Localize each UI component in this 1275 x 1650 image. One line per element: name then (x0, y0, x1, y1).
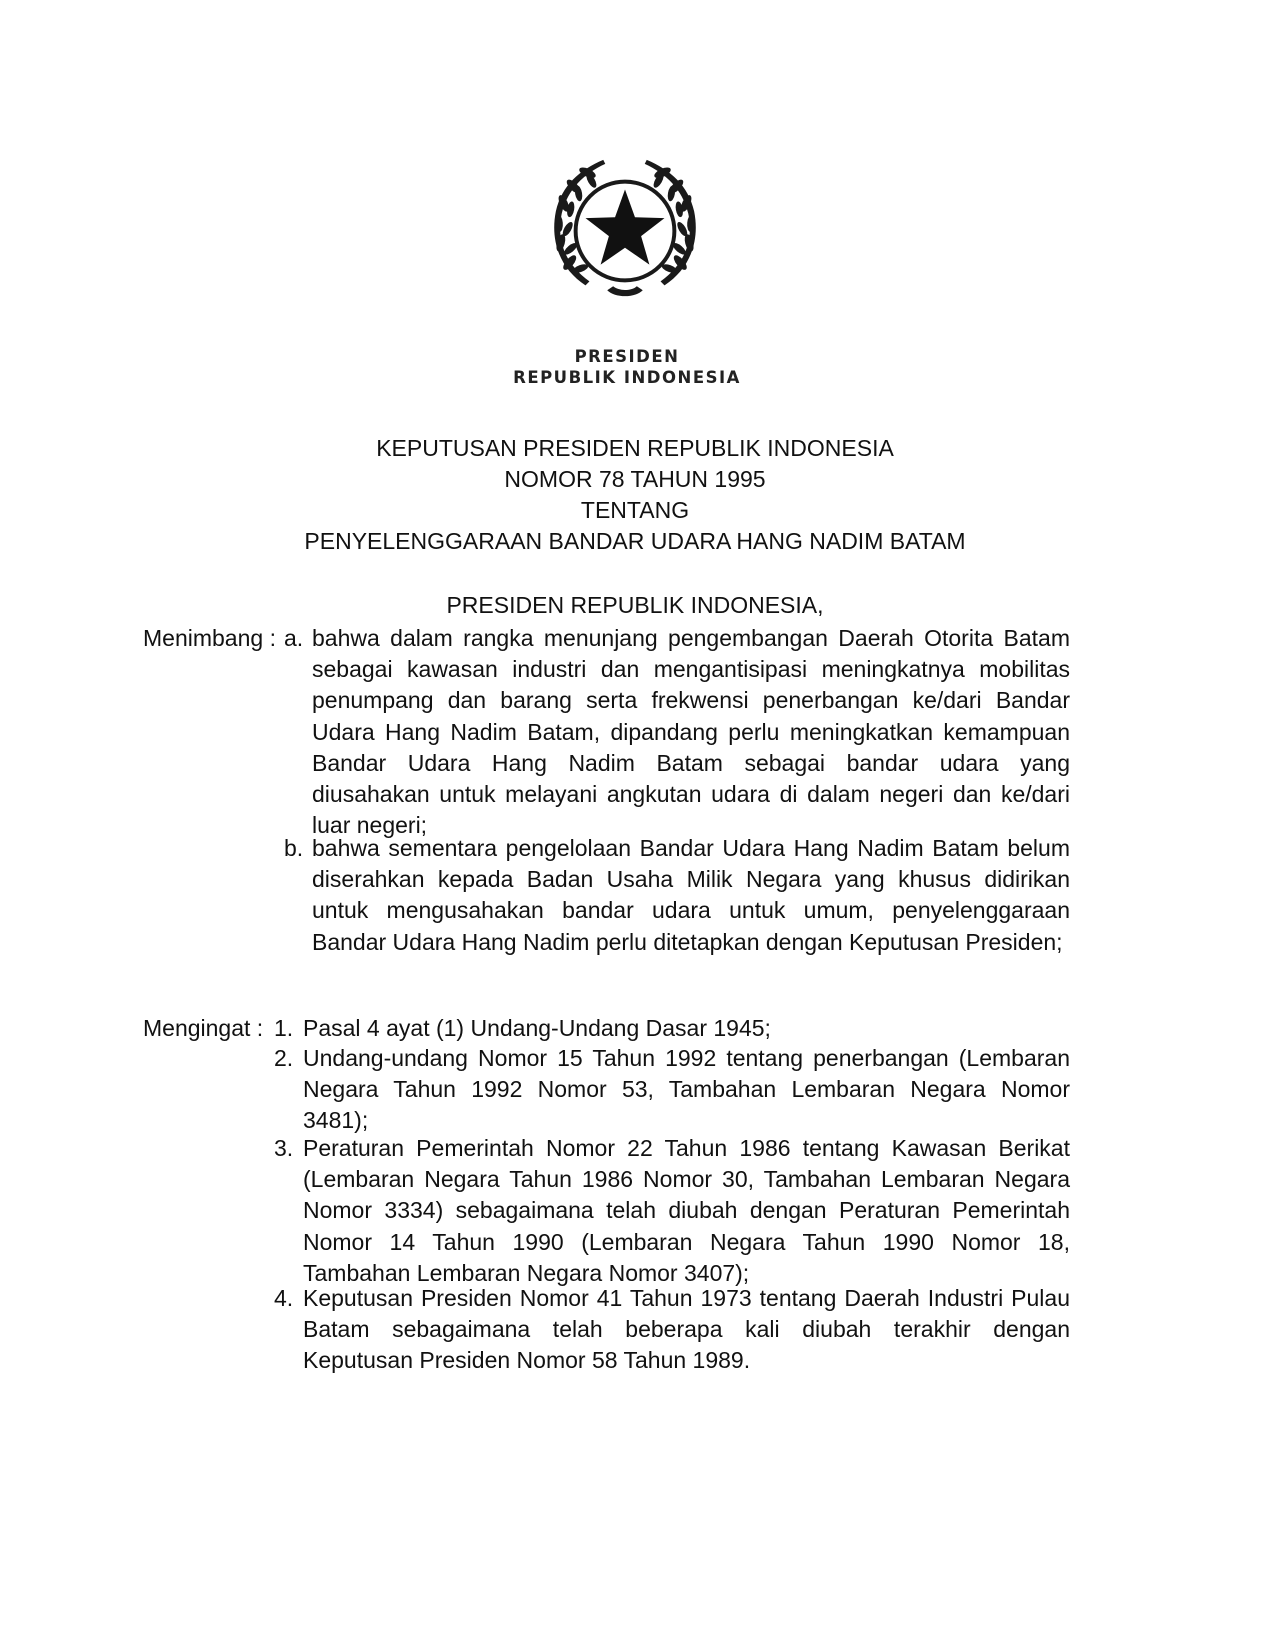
letterhead-line-1: PRESIDEN (574, 347, 680, 366)
menimbang-item-text: bahwa sementara pengelolaan Bandar Udara Hang Nadim Batam belum diserahkan kepada Badan Usaha Milik Negara yang khusus didirikan untuk mengusahakan bandar udara untuk umum, penyelenggaraan Bandar Udara Hang Nadim perlu ditetapkan dengan Keputusan Presiden; (312, 835, 1070, 955)
mengingat-item-marker: 4. (274, 1285, 294, 1311)
menimbang-item (284, 833, 1070, 958)
presidential-seal-icon (546, 152, 704, 310)
mengingat-item (274, 1013, 1070, 1044)
menimbang-label: Menimbang : (143, 625, 276, 651)
mengingat-item-text: Undang-undang Nomor 15 Tahun 1992 tentang penerbangan (Lembaran Negara Tahun 1992 Nomor 53, Tambahan Lembaran Negara Nomor 3481); (303, 1045, 1070, 1134)
mengingat-item-text: Pasal 4 ayat (1) Undang-Undang Dasar 1945; (303, 1015, 771, 1041)
mengingat-label: Mengingat : (143, 1015, 264, 1041)
seal-star (586, 190, 665, 265)
mengingat-item-marker: 3. (274, 1135, 294, 1161)
menimbang-item-text: bahwa dalam rangka menunjang pengembangan Daerah Otorita Batam sebagai kawasan industri dan mengantisipasi meningkatnya mobilitas penumpang dan barang serta frekwensi penerbangan ke/dari Bandar Udara Hang Nadim Batam, dipandang perlu meningkatkan kemampuan Bandar Udara Hang Nadim Batam sebagai bandar udara yang diusahakan untuk melayani angkutan udara di dalam negeri dan ke/dari luar negeri; (312, 625, 1070, 839)
menimbang-item-marker: a. (284, 625, 304, 651)
title-line-4: PENYELENGGARAAN BANDAR UDARA HANG NADIM BATAM (304, 528, 966, 554)
title-line-2: NOMOR 78 TAHUN 1995 (504, 466, 766, 492)
mengingat-item-marker: 2. (274, 1045, 294, 1071)
letterhead-institution (437, 346, 817, 388)
menimbang-item-marker: b. (284, 835, 304, 861)
title-line-1: KEPUTUSAN PRESIDEN REPUBLIK INDONESIA (376, 435, 894, 461)
mengingat-item-text: Peraturan Pemerintah Nomor 22 Tahun 1986 tentang Kawasan Berikat (Lembaran Negara Tahun 1986 Nomor 30, Tambahan Lembaran Negara Nomor 3334) sebagaimana telah diubah dengan Peraturan Pemerintah Nomor 14 Tahun 1990 (Lembaran Negara Tahun 1990 Nomor 18, Tambahan Lembaran Negara Nomor 3407); (303, 1135, 1070, 1286)
mengingat-item (274, 1043, 1070, 1137)
mengingat-item (274, 1283, 1070, 1377)
mengingat-item-text: Keputusan Presiden Nomor 41 Tahun 1973 tentang Daerah Industri Pulau Batam sebagaimana telah beberapa kali diubah terakhir dengan Keputusan Presiden Nomor 58 Tahun 1989. (303, 1285, 1070, 1374)
wreath-ribbon (607, 286, 643, 296)
menimbang-item (284, 623, 1070, 841)
decree-title (200, 433, 1070, 557)
addressee: PRESIDEN REPUBLIK INDONESIA, (446, 592, 824, 618)
title-line-3: TENTANG (580, 497, 690, 523)
mengingat-item (274, 1133, 1070, 1289)
letterhead-line-2: REPUBLIK INDONESIA (513, 368, 741, 387)
mengingat-item-marker: 1. (274, 1015, 294, 1041)
